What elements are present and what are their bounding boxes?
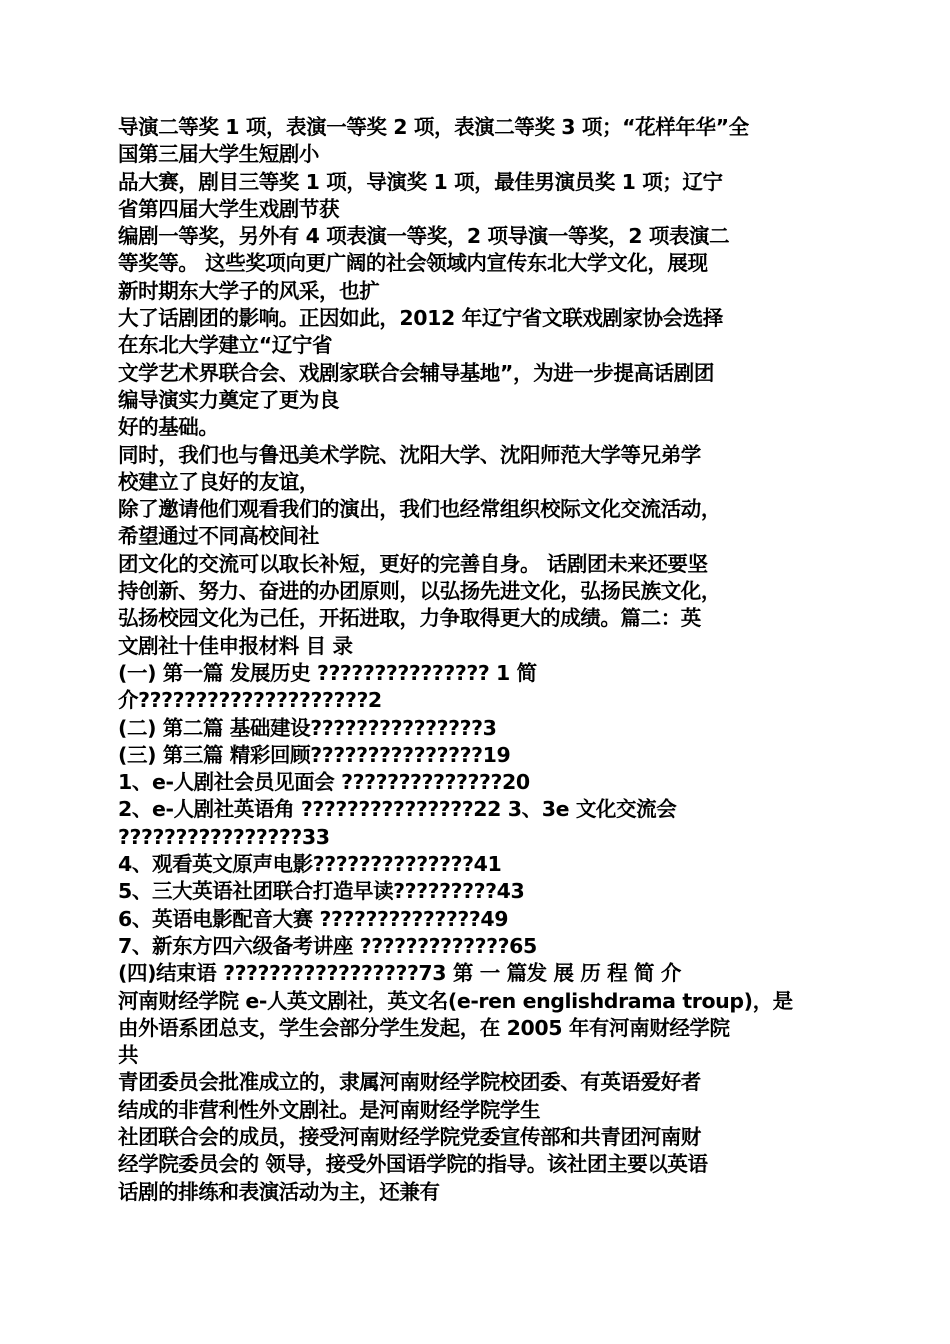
text-line: 经学院委员会的 领导，接受外国语学院的指导。该社团主要以英语 <box>118 1152 708 1177</box>
text-line: 导演二等奖 1 项，表演一等奖 2 项，表演二等奖 3 项；“花样年华”全 <box>118 115 749 139</box>
text-line: 希望通过不同高校间社 <box>118 524 319 549</box>
text-line: 除了邀请他们观看我们的演出，我们也经常组织校际文化交流活动， <box>118 497 721 522</box>
text-line: 国第三届大学生短剧小 <box>118 142 319 167</box>
toc-line: (三) 第三篇 精彩回顾???????????????19 <box>118 742 511 767</box>
toc-line: 4、观看英文原声电影??????????????41 <box>118 852 502 877</box>
text-line: 文学艺术界联合会、戏剧家联合会辅导基地”，为进一步提高话剧团 <box>118 360 714 385</box>
toc-line: 6、英语电影配音大赛 ??????????????49 <box>118 906 509 931</box>
toc-line: 1、e-人剧社会员见面会 ??????????????20 <box>118 770 530 795</box>
text-line: 校建立了良好的友谊， <box>118 469 319 494</box>
text-line: 青团委员会批准成立的，隶属河南财经学院校团委、有英语爱好者 <box>118 1070 701 1095</box>
text-line: 编剧一等奖，另外有 4 项表演一等奖，2 项导演一等奖，2 项表演二 <box>118 224 730 249</box>
toc-line: (一) 第一篇 发展历史 ??????????????? 1 简 <box>118 660 537 685</box>
toc-line: 介????????????????????2 <box>118 688 382 713</box>
text-line: 河南财经学院 e-人英文剧社，英文名(e-ren englishdrama troup)，是 <box>118 988 793 1013</box>
text-line: 在东北大学建立“辽宁省 <box>118 333 333 358</box>
text-line: 编导演实力奠定了更为良 <box>118 387 340 412</box>
document-body <box>118 114 838 1206</box>
text-line: 同时，我们也与鲁迅美术学院、沈阳大学、沈阳师范大学等兄弟学 <box>118 442 701 467</box>
toc-line: (四)结束语 ?????????????????73 第 一 篇发 展 历 程 简 介 <box>118 961 681 986</box>
text-line: 话剧的排练和表演活动为主，还兼有 <box>118 1179 440 1204</box>
toc-line: (二) 第二篇 基础建设???????????????3 <box>118 715 497 740</box>
text-line: 品大赛，剧目三等奖 1 项，导演奖 1 项，最佳男演员奖 1 项；辽宁 <box>118 169 723 194</box>
text-line: 社团联合会的成员，接受河南财经学院党委宣传部和共青团河南财 <box>118 1124 701 1149</box>
text-line: 结成的非营利性外文剧社。是河南财经学院学生 <box>118 1097 541 1122</box>
toc-line: 2、e-人剧社英语角 ???????????????22 3、3e 文化交流会 <box>118 797 677 822</box>
toc-line: ????????????????33 <box>118 824 330 849</box>
text-line: 团文化的交流可以取长补短，更好的完善自身。 话剧团未来还要坚 <box>118 551 708 576</box>
toc-line: 7、新东方四六级备考讲座 ?????????????65 <box>118 933 537 958</box>
text-line: 共 <box>118 1043 139 1068</box>
text-line: 持创新、努力、奋进的办团原则，以弘扬先进文化，弘扬民族文化， <box>118 579 721 604</box>
text-line: 等奖等。 这些奖项向更广阔的社会领域内宣传东北大学文化，展现 <box>118 251 708 276</box>
text-line: 文剧社十佳申报材料 目 录 <box>118 633 353 658</box>
text-line: 好的基础。 <box>118 415 219 440</box>
toc-line: 5、三大英语社团联合打造早读?????????43 <box>118 879 525 904</box>
text-line: 由外语系团总支，学生会部分学生发起，在 2005 年有河南财经学院 <box>118 1015 730 1040</box>
text-line: 新时期东大学子的风采，也扩 <box>118 278 380 303</box>
text-line: 省第四届大学生戏剧节获 <box>118 196 340 221</box>
text-line: 弘扬校园文化为己任，开拓进取，力争取得更大的成绩。篇二：英 <box>118 606 701 631</box>
text-line: 大了话剧团的影响。正因如此，2012 年辽宁省文联戏剧家协会选择 <box>118 306 723 331</box>
